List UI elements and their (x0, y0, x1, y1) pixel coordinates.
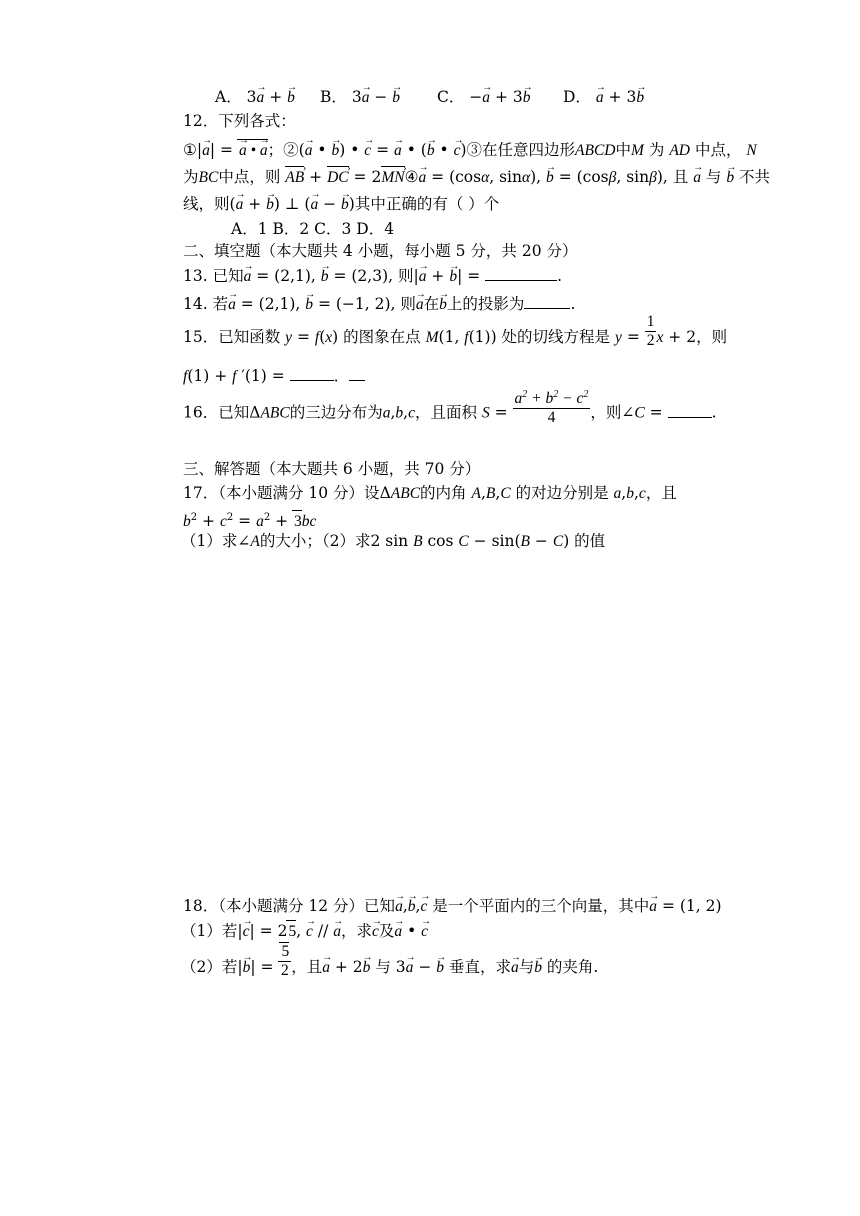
section-3-title: 三、解答题（本大题共 6 小题，共 70 分） (183, 460, 481, 478)
q15-answer-blank (290, 366, 334, 381)
q15-line2: f(1) + f ′(1) = ． (183, 365, 365, 388)
q18-part1: （1）若|→ c| = 25, → c // → a，求→ c及→ a • → c (181, 920, 428, 943)
q17-line2: $b^2 + c^2 = a^2 + 3bc$ (183, 507, 316, 533)
q12-line2: 为BC中点，则 AB › + DC › = 2MN ›④→ a = (cosα, sinα), → b = (cosβ, sinβ), 且 → a 与 → b 不共 (183, 166, 770, 189)
q17-parts: （1）求∠A的大小；（2）求2 sin B cos C − sin(B − C) 的值 (181, 532, 606, 550)
q12-line3: 线，则(→ a + → b) ⊥ (→ a − → b)其中正确的有（ ）个 (183, 193, 499, 216)
q16: 16．已知ΔABC的三边分布为a,b,c，且面积 S = $\frac{a^2 + b^2 - c^2}{4}$ ，则∠C = . (183, 400, 717, 427)
q18-line1: 18．（本小题满分 12 分）已知→ a,→ b,→ c 是一个平面内的三个向量，其中→ a = (1, 2) (183, 895, 722, 918)
q16-answer-blank (668, 403, 712, 418)
q12-choices: A．1 B．2 C．3 D．4 (231, 220, 395, 238)
q12-heading: 12．下列各式： (183, 112, 296, 130)
q14-answer-blank (524, 294, 570, 309)
q11-option-c: C． −→ a + 3→ b (437, 86, 531, 109)
q11-option-b: B． 3→ a − → b (320, 86, 400, 109)
q17-line1: 17．（本小题满分 10 分）设ΔABC的内角 A,B,C 的对边分别是 a,b,c，且 (183, 484, 677, 502)
q11-option-d: D． → a + 3→ b (563, 86, 644, 109)
q11-option-a: A． 3→ a + → b (215, 86, 295, 109)
section-2-title: 二、填空题（本大题共 4 小题，每小题 5 分，共 20 分） (183, 242, 578, 260)
q13-answer-blank (485, 266, 557, 281)
q14: 14. 若→ a = (2,1), → b = (−1, 2), 则→ a在→ b上的投影为 . (183, 293, 575, 316)
q18-part2: （2）若|→ b| = $\frac{5}{2}$ ，且→ a + 2→ b 与 3→ a − → b 垂直，求→ a与→ b 的夹角. (181, 956, 598, 980)
q12-line1: ①|→ a| = → a • → a；②(→ a • → b) • → c = → a • (→ b • → c)③在任意四边形ABCD中M 为 AD 中点， N (183, 139, 757, 162)
q15-line1: 15．已知函数 y = f(x) 的图象在点 M(1, f(1)) 处的切线方程是 y = $\frac{1}{2}$ x + 2，则 (183, 312, 728, 349)
q13: 13. 已知→ a = (2,1), → b = (2,3), 则|→ a + → b| = . (183, 265, 562, 288)
